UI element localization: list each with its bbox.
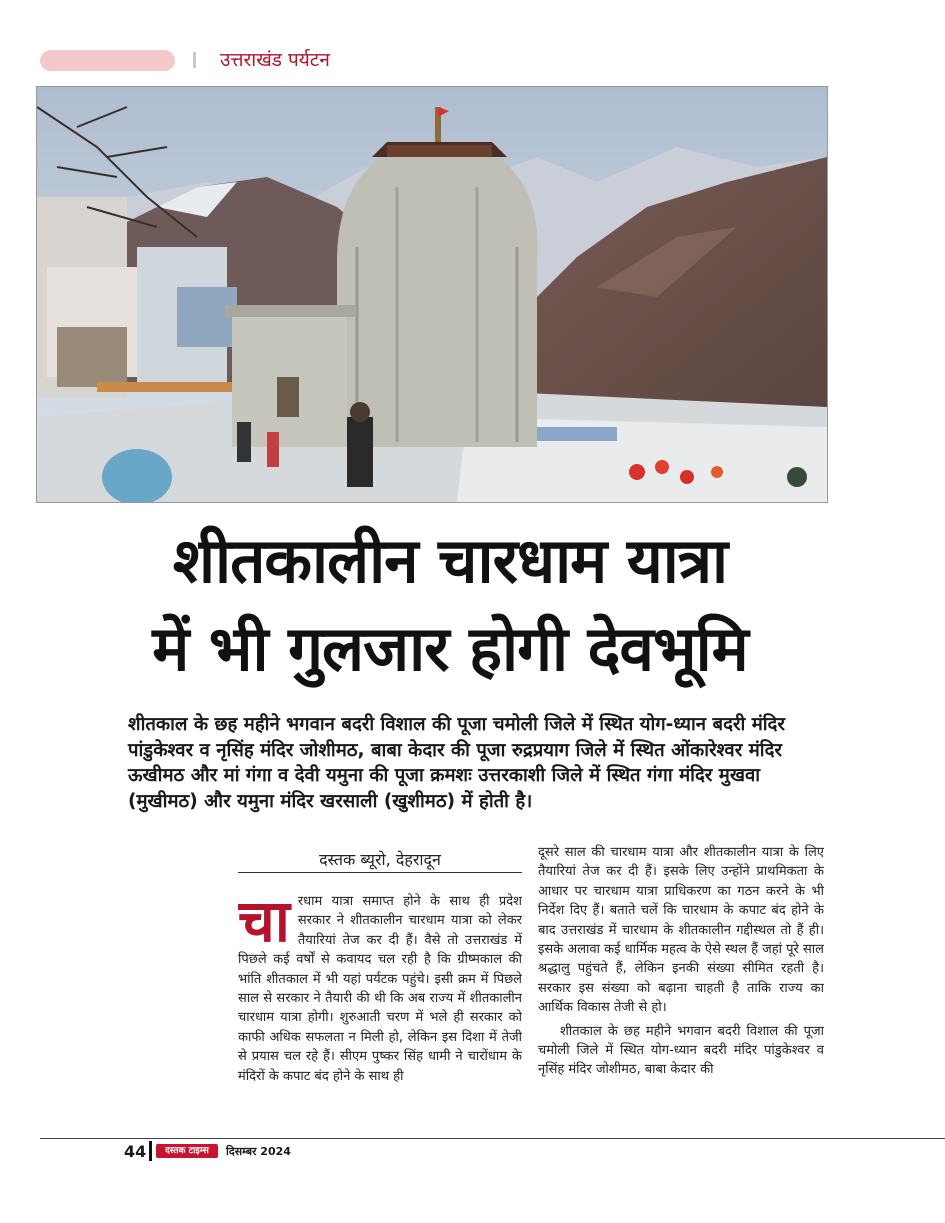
dropcap: चा	[238, 892, 290, 955]
magazine-logo: दस्तक टाइम्स	[156, 1144, 218, 1158]
column-2-paragraph-2: शीतकाल के छह महीने भगवान बदरी विशाल की पूजा चमोली जिले में स्थित योग-ध्यान बदरी मंदिर पांडुकेश्वर व नृसिंह मंदिर जोशीमठ, बाबा केदार की	[538, 1023, 824, 1078]
standfirst: शीतकाल के छह महीने भगवान बदरी विशाल की पूजा चमोली जिले में स्थित योग-ध्यान बदरी मंदिर पांडुकेश्वर व नृसिंह मंदिर जोशीमठ, बाबा केदार की पूजा रुद्रप्रयाग जिले में स्थित ओंकारेश्वर मंदिर ऊखीमठ और मां गंगा व देवी यमुना की पूजा क्रमशः उत्तरकाशी जिले में स्थित गंगा मंदिर मुखवा (मुखीमठ) और यमुना मंदिर खरसाली (खुशीमठ) में होती है।	[128, 714, 785, 812]
headline-line-2: में भी गुलजार होगी देवभूमि	[152, 612, 748, 685]
byline-rule	[238, 872, 522, 873]
footer-rule	[40, 1138, 945, 1139]
section-divider	[193, 52, 196, 68]
footer-divider	[149, 1141, 152, 1161]
issue-date: दिसम्बर 2024	[226, 1145, 291, 1158]
article-column-1	[238, 892, 522, 1124]
section-pill-decoration	[40, 50, 175, 71]
column-1-text: रधाम यात्रा समाप्त होने के साथ ही प्रदेश सरकार ने शीतकालीन चारधाम यात्रा को लेकर तैयारियां तेज कर दी हैं। वैसे तो उत्तराखंड में पिछले कई वर्षों से कवायद चल रही है कि ग्रीष्मकाल की भांति शीतकाल में भी यहां पर्यटक पहुंचे। इसी क्रम में पिछले साल से सरकार ने तैयारी की थी कि अब राज्य में शीतकालीन चारधाम यात्रा होगी। शुरुआती चरण में भले ही सरकार को काफी अधिक सफलता न मिली हो, लेकिन इस दिशा में तेजी से प्रयास चल रहे हैं। सीएम पुष्कर सिंह धामी ने चारोंधाम के मंदिरों के कपाट बंद होने के साथ ही	[238, 894, 522, 1084]
column-2-paragraph-1: दूसरे साल की चारधाम यात्रा और शीतकालीन यात्रा के लिए तैयारियां तेज कर दी हैं। इसके लिए उन्होंने प्राथमिकता के आधार पर चारधाम यात्रा प्राधिकरण का गठन करने के भी निर्देश दिए हैं। बताते चलें कि चारधाम के कपाट बंद होने के बाद उत्तराखंड में चारधाम के शीतकालीन गद्दीस्थल तो हैं ही। इसके अलावा कई धार्मिक महत्व के ऐसे स्थल हैं जहां पूरे साल श्रद्धालु पहुंचते हैं, लेकिन इनकी संख्या सीमित रहती है। सरकार इस संख्या को बढ़ाना चाहती है ताकि राज्य का आर्थिक विकास तेजी से हो।	[538, 845, 824, 1016]
section-label: उत्तराखंड पर्यटन	[220, 49, 330, 71]
temple-photo	[36, 86, 828, 503]
byline: दस्तक ब्यूरो, देहरादून	[319, 850, 441, 869]
headline-line-1: शीतकालीन चारधाम यात्रा	[172, 524, 728, 597]
page-number: 44	[124, 1142, 147, 1161]
temple-illustration	[37, 87, 827, 502]
article-column-2	[538, 843, 824, 1121]
